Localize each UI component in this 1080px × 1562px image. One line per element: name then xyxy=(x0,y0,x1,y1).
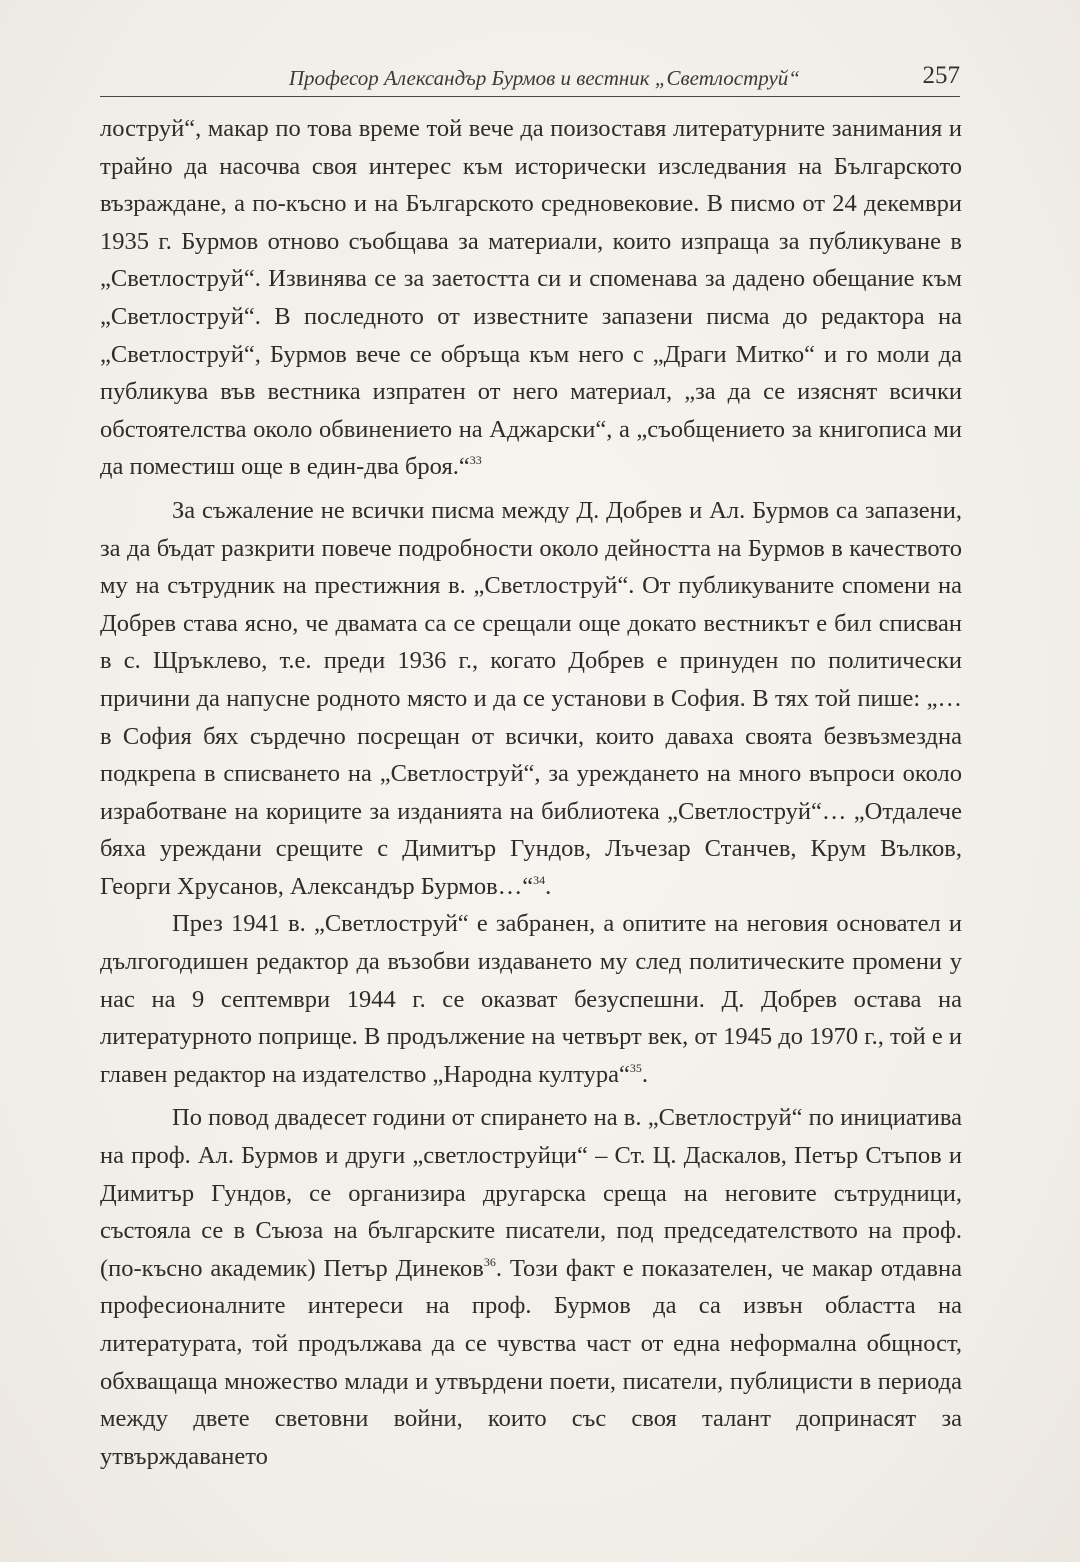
footnote-ref-36: 36 xyxy=(483,1254,496,1269)
body-text xyxy=(100,110,962,1475)
paragraph-tail: . xyxy=(641,1060,649,1088)
paragraph-tail: . Този факт е показателен, че макар отдавна професионалните интереси на проф. Бурмов да са извън областта на литературата, той продължава да се чувства част от една неформална общност, обхващаща множество млади и утвърдени поети, писатели, публицисти в периода между двете световни войни, които със своя талант допринасят за утвърждаването xyxy=(100,1254,962,1470)
paragraph-3 xyxy=(100,905,962,1093)
footnote-ref-35: 35 xyxy=(629,1060,642,1075)
paragraph-4 xyxy=(100,1099,962,1475)
paragraph-1 xyxy=(100,110,962,486)
paragraph-text: По повод двадесет години от спирането на в. „Светлоструй“ по инициатива на проф. Ал. Бурмов и други „светлоструйци“ – Ст. Ц. Даскалов, Петър Стъпов и Димитър Гундов, се организира другарска среща на неговите сътрудници, състояла се в Съюза на българските писатели, под председателството на проф. (по-късно академик) Петър Динеков xyxy=(100,1104,962,1282)
running-title: Професор Александър Бурмов и вестник „Светлоструй“ xyxy=(288,66,800,90)
paragraph-text: През 1941 в. „Светлоструй“ е забранен, а опитите на неговия основател и дългогодишен редактор да възобви издаването му след политическите промени у нас на 9 септември 1944 г. се оказват безуспешни. Д. Добрев остава на литературното поприще. В продължение на четвърт век, от 1945 до 1970 г., той е и главен редактор на издателство „Народна култура“ xyxy=(100,910,962,1088)
paragraph-text: лоструй“, макар по това време той вече да поизоставя литературните занимания и трайно да насочва своя интерес към исторически изследвания на Българското възраждане, а по-късно и на Българското средновековие. В писмо от 24 декември 1935 г. Бурмов отново съобщава за материали, които изпраща за публикуване в „Светлоструй“. Извинява се за заетостта си и споменава за дадено обещание към „Светлоструй“. В последното от известните запазени писма до редактора на „Светлоструй“, Бурмов вече се обръща към него с „Драги Митко“ и го моли да публикува във вестника изпратен от него материал, „за да се изяснят всички обстоятелства около обвинението на Аджарски“, а „съобщението за книгописа ми да поместиш още в един-два броя.“ xyxy=(100,115,962,481)
footnote-ref-33: 33 xyxy=(469,453,482,468)
page-number: 257 xyxy=(922,62,960,89)
footnote-ref-34: 34 xyxy=(533,872,546,887)
paragraph-tail: . xyxy=(545,872,552,900)
paragraph-text: За съжаление не всички писма между Д. Добрев и Ал. Бурмов са запазени, за да бъдат разкрити повече подробности около дейността на Бурмов в качеството му на сътрудник на престижния в. „Светлоструй“. От публикуваните спомени на Добрев става ясно, че двамата са се срещали още докато вестникът е бил списван в с. Щръклево, т.е. преди 1936 г., когато Добрев е принуден по политически причини да напусне родното място и да се установи в София. В тях той пише: „…в София бях сърдечно посрещан от всички, които даваха своята безвъзмездна подкрепа в списването на „Светлоструй“, за уреждането на много въпроси около изработване на кориците за изданията на библиотека „Светлоструй“… „Отдалече бяха уреждани срещите с Димитър Гундов, Лъчезар Станчев, Крум Вълков, Георги Хрусанов, Александър Бурмов…“ xyxy=(100,496,962,900)
paragraph-2 xyxy=(100,492,962,906)
running-header xyxy=(100,62,960,97)
